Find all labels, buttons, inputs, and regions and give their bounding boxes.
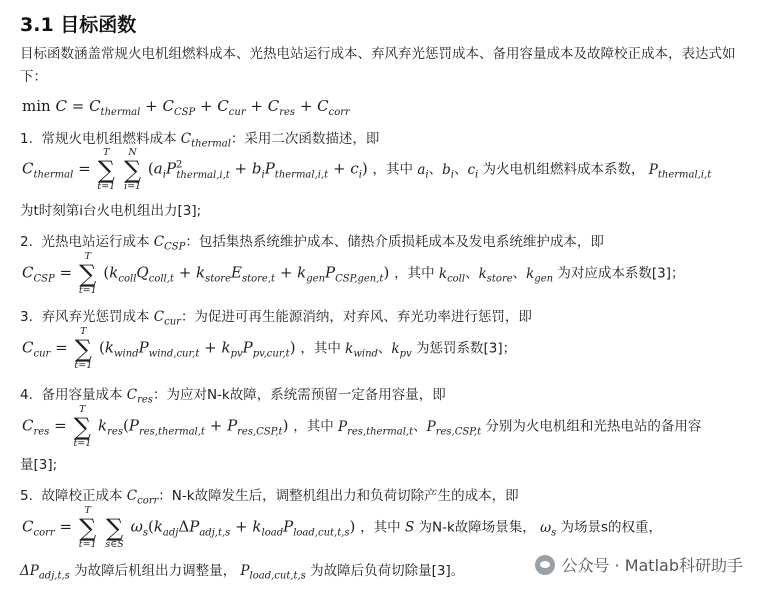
item-3-formula: $C_{cur}$ = T ∑ t=1 $(k_{wind}P_{wind,cur,t} + k_{pv}P_{pv,cur,t})$ ，其中 $k_{wind}$、$k_{pv}$ 为惩罚系数[3]； bbox=[22, 326, 517, 371]
watermark-text: 公众号 · Matlab科研助手 bbox=[561, 556, 743, 575]
item-1-formula: $C_{thermal}$ = T ∑ t=1 N ∑ i=1 $(a_iP^2_{thermal,i,t} + b_iP_{thermal,i,t} + c_i)$ ，其中 $a_i$、$b_i$、$c_i$ 为火电机组燃料成本系数， $P_{thermal,i,t}$ bbox=[22, 147, 712, 192]
item-3-title: 3. 弃风弃光惩罚成本 $C_{cur}$：为促进可再生能源消纳，对弃风、弃光功率进行惩罚，即 bbox=[20, 309, 532, 328]
item-1-continuation: 为t时刻第i台火电机组出力[3]; bbox=[20, 203, 202, 219]
item-4-title: 4. 备用容量成本 $C_{res}$：为应对N-k故障，系统需预留一定备用容量，即 bbox=[20, 387, 446, 406]
objective-formula: $\min C = C_{thermal} + C_{CSP} + C_{cur} + C_{res} + C_{corr}$ bbox=[22, 97, 350, 118]
intro-paragraph: 目标函数涵盖常规火电机组燃料成本、光热电站运行成本、弃风弃光惩罚成本、备用容量成本及故障校正成本，表达式如下： bbox=[20, 46, 736, 85]
wechat-icon bbox=[535, 555, 555, 575]
item-5-title: 5. 故障校正成本 $C_{corr}$：N-k故障发生后，调整机组出力和负荷切除产生的成本，即 bbox=[20, 488, 519, 507]
item-5-formula: $C_{corr}$ = T ∑ t=1 ∑ s∈S $\omega_s(k_{adj}\Delta P_{adj,t,s} + k_{load}P_{load,cut,t,s})$ ，其中 S 为N-k故障场景集， $\omega_s$ 为场景s的权重， bbox=[22, 505, 663, 550]
item-5-continuation: $\Delta P_{adj,t,s}$ 为故障后机组出力调整量， $P_{load,cut,t,s}$ 为故障后负荷切除量[3]。 bbox=[20, 563, 465, 582]
item-2-title: 2. 光热电站运行成本 $C_{CSP}$：包括集热系统维护成本、储热介质损耗成本及发电系统维护成本，即 bbox=[20, 234, 604, 253]
item-4-formula: $C_{res}$ = T ∑ t=1 $k_{res}(P_{res,thermal,t} + P_{res,CSP,t})$ ，其中 $P_{res,thermal,t}$、$P_{res,CSP,t}$ 分别为火电机组和光热电站的备用容 bbox=[22, 404, 702, 449]
item-1-title: 1. 常规火电机组燃料成本 $C_{thermal}$：采用二次函数描述，即 bbox=[20, 131, 380, 150]
section-heading: 3.1 目标函数 bbox=[20, 14, 137, 36]
item-4-continuation: 量[3]; bbox=[20, 457, 58, 473]
item-2-formula: $C_{CSP}$ = T ∑ t=1 $(k_{coll}Q_{coll,t} + k_{store}E_{store,t} + k_{gen}P_{CSP,gen,t})$ ，其中 $k_{coll}$、$k_{store}$、$k_{gen}$ 为对应成本系数[3]； bbox=[22, 251, 685, 296]
watermark bbox=[535, 553, 743, 576]
